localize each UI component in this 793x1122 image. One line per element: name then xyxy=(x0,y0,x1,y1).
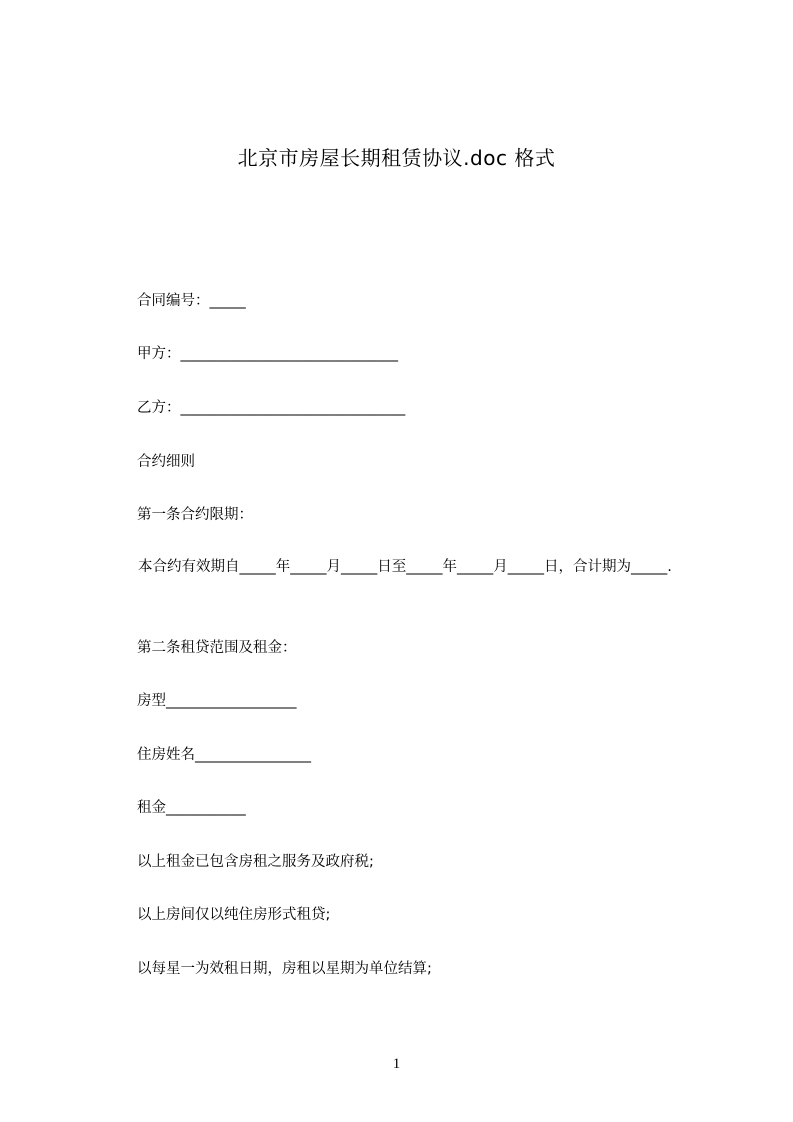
section-heading: 合约细则 xyxy=(137,454,195,470)
room-type-line: 房型__________________ xyxy=(137,693,297,709)
article-1-heading: 第一条合约限期： xyxy=(137,507,253,523)
party-b-line: 乙方：_______________________________ xyxy=(137,400,406,416)
document-title: 北京市房屋长期租赁协议.doc 格式 xyxy=(237,146,556,170)
article-2-heading: 第二条租贷范围及租金： xyxy=(137,640,297,656)
tenant-name-line: 住房姓名________________ xyxy=(137,747,311,763)
note-line-2: 以上房间仅以纯住房形式租贷; xyxy=(137,907,331,923)
party-a-line: 甲方：______________________________ xyxy=(137,346,398,362)
note-line-1: 以上租金已包含房租之服务及政府税; xyxy=(137,854,374,870)
page-number: 1 xyxy=(392,1056,401,1072)
rent-line: 租金___________ xyxy=(137,800,246,816)
contract-number-line: 合同编号：_____ xyxy=(137,293,246,309)
article-1-text: 本合约有效期自_____年_____月_____日至_____年_____月_____日，合计期为_____. xyxy=(138,559,672,575)
note-line-3: 以每星一为效租日期，房租以星期为单位结算; xyxy=(137,961,432,977)
